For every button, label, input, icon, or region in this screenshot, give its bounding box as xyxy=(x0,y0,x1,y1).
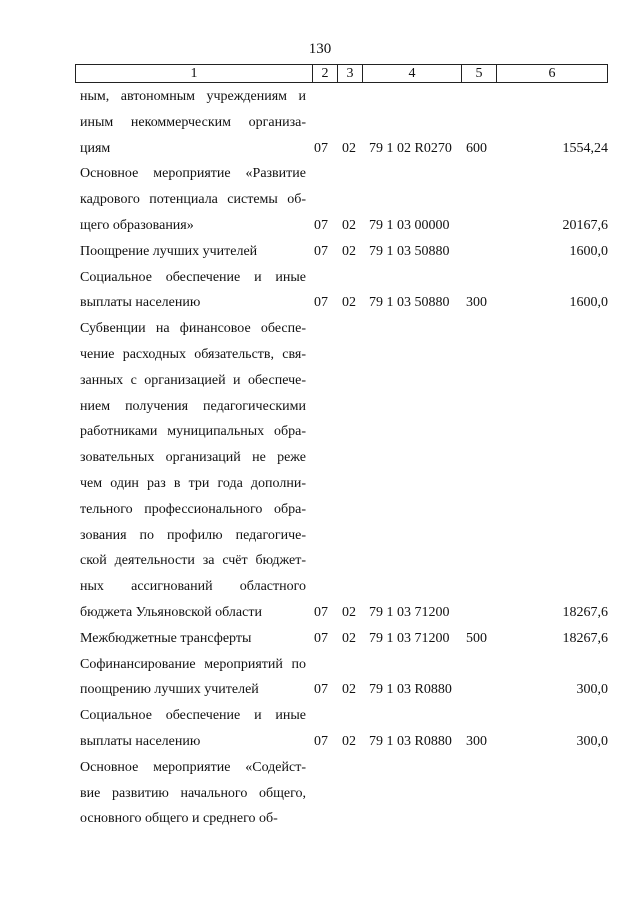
row-amount: 300,0 xyxy=(576,682,608,698)
row-description-line: основного общего и среднего об- xyxy=(80,811,278,827)
row-description-line: Основное мероприятие «Развитие xyxy=(80,166,306,182)
row-amount: 1600,0 xyxy=(569,243,608,259)
row-amount: 18267,6 xyxy=(562,604,608,620)
page-number: 130 xyxy=(308,41,332,57)
row-subsection-code: 02 xyxy=(342,140,356,156)
row-subsection-code: 02 xyxy=(342,682,356,698)
table-row xyxy=(0,652,640,704)
row-target-item-code: 79 1 03 R0880 xyxy=(369,733,452,749)
row-description-line: кадрового потенциала системы об- xyxy=(80,192,306,208)
row-description-line: поощрению лучших учителей xyxy=(80,682,259,698)
row-description-line: выплаты населению xyxy=(80,295,201,311)
table-row xyxy=(0,703,640,755)
row-subsection-code: 02 xyxy=(342,630,356,646)
row-description-line: Социальное обеспечение и иные xyxy=(80,708,306,724)
row-expense-type-code: 300 xyxy=(466,295,487,311)
row-amount: 1554,24 xyxy=(562,140,608,156)
row-description-line: чем один раз в три года дополни- xyxy=(80,475,306,491)
row-description-line: Софинансирование мероприятий по xyxy=(80,656,306,672)
row-description-line: зовательных организаций не реже xyxy=(80,450,306,466)
row-expense-type-code: 300 xyxy=(466,733,487,749)
row-description-line: иным некоммерческим организа- xyxy=(80,114,306,130)
column-header-2: 2 xyxy=(312,65,337,82)
column-header-1: 1 xyxy=(190,66,198,81)
row-description-line: ской деятельности за счёт бюджет- xyxy=(80,553,306,569)
row-section-code: 07 xyxy=(314,295,328,311)
row-target-item-code: 79 1 03 71200 xyxy=(369,604,450,620)
row-description-line: циям xyxy=(80,140,111,156)
table-row xyxy=(0,316,640,626)
column-header-3: 3 xyxy=(337,65,362,82)
row-amount: 18267,6 xyxy=(562,630,608,646)
row-target-item-code: 79 1 02 R0270 xyxy=(369,140,452,156)
row-section-code: 07 xyxy=(314,243,328,259)
row-section-code: 07 xyxy=(314,604,328,620)
row-expense-type-code: 500 xyxy=(466,630,487,646)
row-subsection-code: 02 xyxy=(342,295,356,311)
row-description-line: зования по профилю педагогиче- xyxy=(80,527,306,543)
row-description-line: Субвенции на финансовое обеспе- xyxy=(80,321,306,337)
row-description-line: работниками муниципальных обра- xyxy=(80,424,306,440)
row-section-code: 07 xyxy=(314,733,328,749)
row-subsection-code: 02 xyxy=(342,604,356,620)
row-target-item-code: 79 1 03 00000 xyxy=(369,217,450,233)
row-description-line: выплаты населению xyxy=(80,733,201,749)
budget-table-body xyxy=(0,84,640,832)
row-target-item-code: 79 1 03 50880 xyxy=(369,295,450,311)
row-target-item-code: 79 1 03 71200 xyxy=(369,630,450,646)
table-row xyxy=(0,265,640,317)
row-description-line: Социальное обеспечение и иные xyxy=(80,269,306,285)
row-description-line: Межбюджетные трансферты xyxy=(80,630,252,646)
row-subsection-code: 02 xyxy=(342,243,356,259)
row-description-line: Основное мероприятие «Содейст- xyxy=(80,759,306,775)
table-row xyxy=(0,84,640,161)
row-description-line: ным, автономным учреждениям и xyxy=(80,89,306,104)
row-description-line: нием получения педагогическими xyxy=(80,398,306,414)
table-row xyxy=(0,239,640,265)
row-description-line: тельного профессионального обра- xyxy=(80,501,306,517)
row-description-line: бюджета Ульяновской области xyxy=(80,604,262,620)
row-description-line: ных ассигнований областного xyxy=(80,579,306,595)
row-section-code: 07 xyxy=(314,630,328,646)
row-section-code: 07 xyxy=(314,217,328,233)
column-header-6: 6 xyxy=(496,65,607,82)
column-header-5: 5 xyxy=(461,65,496,82)
row-description-line: щего образования» xyxy=(80,217,194,233)
row-target-item-code: 79 1 03 50880 xyxy=(369,243,450,259)
row-target-item-code: 79 1 03 R0880 xyxy=(369,682,452,698)
column-header-4: 4 xyxy=(362,65,461,82)
row-description-line: Поощрение лучших учителей xyxy=(80,243,258,259)
row-section-code: 07 xyxy=(314,682,328,698)
row-amount: 1600,0 xyxy=(569,295,608,311)
row-amount: 20167,6 xyxy=(562,217,608,233)
table-row xyxy=(0,626,640,652)
row-description-line: чение расходных обязательств, свя- xyxy=(80,346,306,362)
row-expense-type-code: 600 xyxy=(466,140,487,156)
table-row xyxy=(0,755,640,832)
column-header-row xyxy=(75,64,608,83)
row-description-line: вие развитию начального общего, xyxy=(80,785,306,801)
row-subsection-code: 02 xyxy=(342,217,356,233)
row-amount: 300,0 xyxy=(576,733,608,749)
row-section-code: 07 xyxy=(314,140,328,156)
row-description-line: занных с организацией и обеспече- xyxy=(80,372,306,388)
table-row xyxy=(0,161,640,238)
row-subsection-code: 02 xyxy=(342,733,356,749)
